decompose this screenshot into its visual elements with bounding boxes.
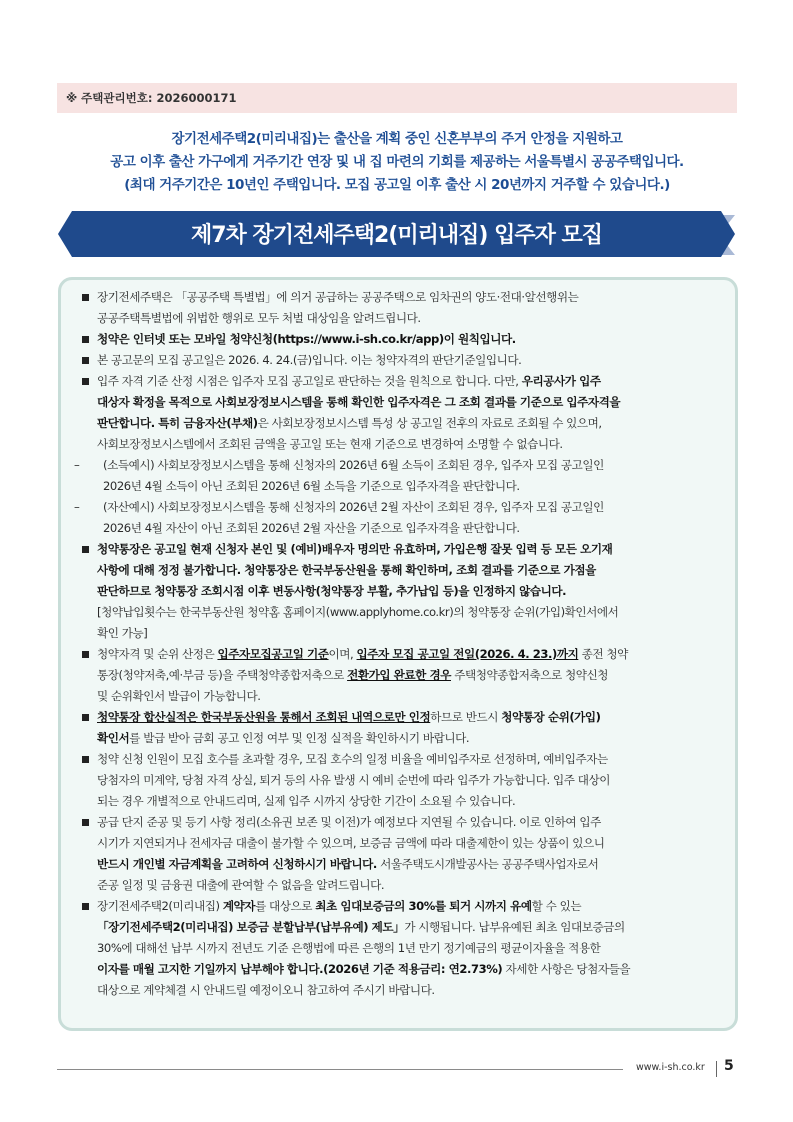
title-banner	[58, 211, 735, 261]
notice-item: 장기전세주택은 「공공주택 특별법」에 의거 공급하는 공공주택으로 임차권의 양도·전대·알선행위는 공공주택특별법에 위법한 행위로 모두 처벌 대상임을 알려드립니다.	[80, 287, 730, 329]
square-bullet-icon	[82, 357, 89, 364]
footer-separator	[716, 1061, 717, 1077]
square-bullet-icon	[82, 546, 89, 553]
footer-url: www.i-sh.co.kr	[636, 1062, 705, 1073]
example-item: – (소득예시) 사회보장정보시스템을 통해 신청자의 2026년 6월 소득이 조회된 경우, 입주자 모집 공고일인 2026년 4월 소득이 아닌 조회된 2026년 6월 소득을 기준으로 입주자격을 판단합니다.	[80, 455, 730, 497]
notice-item: 공급 단지 준공 및 등기 사항 정리(소유권 보존 및 이전)가 예정보다 지연될 수 있습니다. 이로 인하여 입주 시기가 지연되거나 전세자금 대출이 불가할 수 있으며, 보증금 금액에 따라 대출제한이 있는 상품이 있으니 반드시 개인별 자금계획을 고려하여 신청하시기 바랍니다. 서울주택도시개발공사는 공공주택사업자로서 준공 일정 및 금융권 대출에 관여할 수 없음을 알려드립니다.	[80, 812, 730, 896]
square-bullet-icon	[82, 378, 89, 385]
notice-item: 청약은 인터넷 또는 모바일 청약신청(https://www.i-sh.co.kr/app)이 원칙입니다.	[80, 329, 730, 350]
intro-line: 공고 이후 출산 가구에게 거주기간 연장 및 내 집 마련의 기회를 제공하는 서울특별시 공공주택입니다.	[110, 154, 684, 170]
page-title: 제7차 장기전세주택2(미리내집) 입주자 모집	[191, 223, 602, 248]
intro-line: (최대 거주기간은 10년인 주택입니다. 모집 공고일 이후 출산 시 20년까지 거주할 수 있습니다.)	[124, 177, 670, 193]
square-bullet-icon	[82, 756, 89, 763]
square-bullet-icon	[82, 336, 89, 343]
intro-line: 장기전세주택2(미리내집)는 출산을 계획 중인 신혼부부의 주거 안정을 지원하고	[171, 131, 623, 147]
notice-item: 청약통장 합산실적은 한국부동산원을 통해서 조회된 내역으로만 인정하므로 반드시 청약통장 순위(가입) 확인서를 발급 받아 금회 공고 인정 여부 및 인정 실적을 확인하시기 바랍니다.	[80, 707, 730, 749]
notice-item: 입주 자격 기준 산정 시점은 입주자 모집 공고일로 판단하는 것을 원칙으로 합니다. 다만, 우리공사가 입주 대상자 확정을 목적으로 사회보장정보시스템을 통해 확인한 입주자격은 그 조회 결과를 기준으로 입주자격을 판단합니다. 특히 금융자산(부채)은 사회보장정보시스템 특성 상 공고일 전후의 자료로 조회될 수 있으며, 사회보장정보시스템에서 조회된 금액을 공고일 또는 현재 기준으로 변경하여 소명할 수 없습니다.	[80, 371, 730, 455]
square-bullet-icon	[82, 819, 89, 826]
notice-note: [청약납입횟수는 한국부동산원 청약홈 홈페이지(www.applyhome.co.kr)의 청약통장 순위(가입)확인서에서 확인 가능]	[97, 605, 619, 640]
notice-item: 장기전세주택2(미리내집) 계약자를 대상으로 최초 임대보증금의 30%를 퇴거 시까지 유예할 수 있는 「장기전세주택2(미리내집) 보증금 분할납부(납부유예) 제도」가 시행됩니다. 납부유예된 최초 임대보증금의 30%에 대해선 납부 시까지 전년도 기준 은행법에 따른 은행의 1년 만기 정기예금의 평균이자율을 적용한 이자를 매월 고지한 기일까지 납부해야 합니다.(2026년 기준 적용금리: 연2.73%) 자세한 사항은 당첨자들을 대상으로 계약체결 시 안내드릴 예정이오니 참고하여 주시기 바랍니다.	[80, 896, 730, 1001]
dash-mark: –	[74, 458, 80, 472]
notice-item: 본 공고문의 모집 공고일은 2026. 4. 24.(금)입니다. 이는 청약자격의 판단기준일입니다.	[80, 350, 730, 371]
notice-content	[74, 287, 730, 1001]
square-bullet-icon	[82, 294, 89, 301]
intro-text	[57, 128, 737, 197]
notice-item: 청약통장은 공고일 현재 신청자 본인 및 (예비)배우자 명의만 유효하며, 가입은행 잘못 입력 등 모든 오기재 사항에 대해 정정 불가합니다. 청약통장은 한국부동산원을 통해 확인하며, 조회 결과를 기준으로 가점을 판단하므로 청약통장 조회시점 이후 변동사항(청약통장 부활, 추가납입 등)을 인정하지 않습니다.	[80, 539, 730, 602]
square-bullet-icon	[82, 651, 89, 658]
dash-mark: –	[74, 500, 80, 514]
house-management-number: ※ 주택관리번호: 2026000171	[57, 83, 737, 113]
notice-item: 청약자격 및 순위 산정은 입주자모집공고일 기준이며, 입주자 모집 공고일 전일(2026. 4. 23.)까지 종전 청약 통장(청약저축,예·부금 등)을 주택청약종합저축으로 전환가입 완료한 경우 주택청약종합저축으로 청약신청 및 순위확인서 발급이 가능합니다.	[80, 644, 730, 707]
square-bullet-icon	[82, 903, 89, 910]
notice-item: 청약 신청 인원이 모집 호수를 초과할 경우, 모집 호수의 일정 비율을 예비입주자로 선정하며, 예비입주자는 당첨자의 미계약, 당첨 자격 상실, 퇴거 등의 사유 발생 시 예비 순번에 따라 입주가 가능합니다. 입주 대상이 되는 경우 개별적으로 안내드리며, 실제 입주 시까지 상당한 기간이 소요될 수 있습니다.	[80, 749, 730, 812]
example-item: – (자산예시) 사회보장정보시스템을 통해 신청자의 2026년 2월 자산이 조회된 경우, 입주자 모집 공고일인 2026년 4월 자산이 아닌 조회된 2026년 2월 자산을 기준으로 입주자격을 판단합니다.	[80, 497, 730, 539]
square-bullet-icon	[82, 714, 89, 721]
footer-rule	[57, 1069, 623, 1070]
page-number: 5	[724, 1058, 734, 1074]
